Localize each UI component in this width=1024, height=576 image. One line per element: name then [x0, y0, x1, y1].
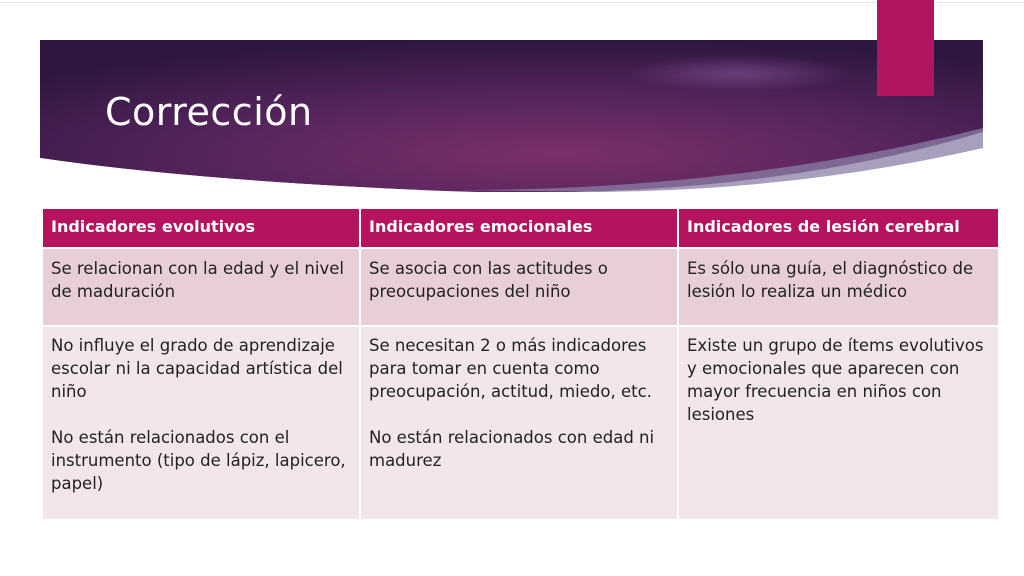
table-cell [360, 248, 678, 326]
cell-text: Se relacionan con la edad y el nivel de maduración [51, 259, 344, 301]
accent-tab [877, 0, 934, 96]
table [41, 207, 1000, 521]
indicators-table [41, 207, 998, 521]
cell-text: Existe un grupo de ítems evolutivos y emocionales que aparecen con mayor frecuencia en niños con lesiones [687, 336, 984, 424]
cell-text: Se necesitan 2 o más indicadores para tomar en cuenta como preocupación, actitud, miedo, etc. [369, 336, 652, 401]
top-divider [0, 2, 1024, 3]
table-cell [42, 326, 360, 520]
table-row [42, 326, 999, 520]
cell-text: No están relacionados con edad ni madurez [369, 428, 655, 470]
table-cell [360, 326, 678, 520]
table-header-row [42, 208, 999, 248]
cell-text: No están relacionados con el instrumento (tipo de lápiz, lapicero, papel) [51, 428, 346, 493]
header-emocionales: Indicadores emocionales [360, 208, 678, 248]
cell-text: Es sólo una guía, el diagnóstico de lesión lo realiza un médico [687, 259, 974, 301]
header-lesion-cerebral: Indicadores de lesión cerebral [678, 208, 999, 248]
cell-text: Se asocia con las actitudes o preocupaciones del niño [369, 259, 608, 301]
header-evolutivos: Indicadores evolutivos [42, 208, 360, 248]
slide-title: Corrección [105, 90, 313, 134]
table-cell [42, 248, 360, 326]
table-cell [678, 326, 999, 520]
table-row [42, 248, 999, 326]
cell-text: No influye el grado de aprendizaje escolar ni la capacidad artística del niño [51, 336, 343, 401]
table-cell [678, 248, 999, 326]
